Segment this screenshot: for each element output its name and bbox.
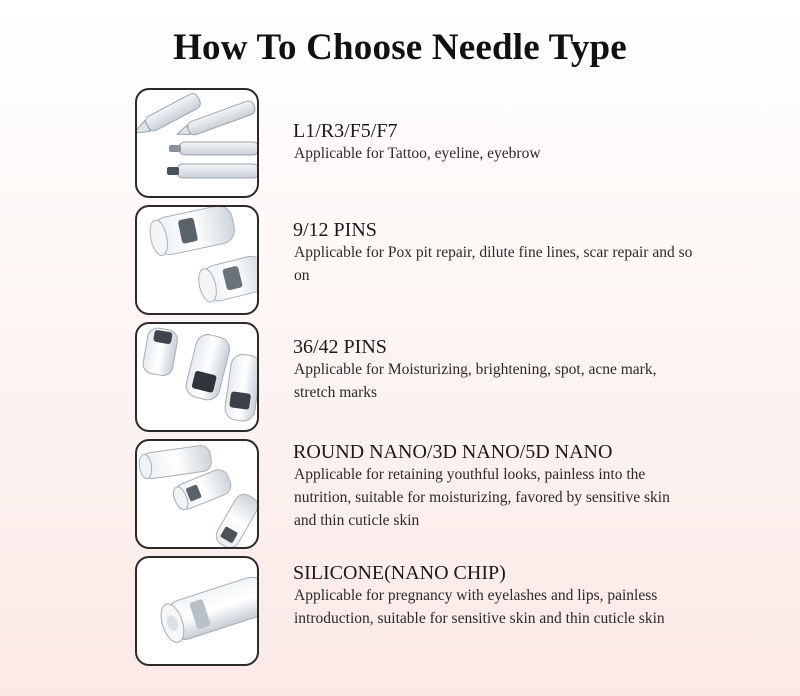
needle-type-item-2 (135, 205, 695, 315)
nano-cartridges-image (135, 439, 259, 549)
tattoo-needle-cartridges-image (135, 88, 259, 198)
needle-type-item-4 (135, 439, 695, 549)
nano-cartridges-icon (137, 441, 257, 547)
needle-type-description: Applicable for Pox pit repair, dilute fine lines, scar repair and so on (294, 244, 693, 284)
needle-type-title: L1/R3/F5/F7 (293, 120, 398, 142)
needle-type-description: Applicable for pregnancy with eyelashes and lips, painless introduction, suitable for sensitive skin and thin cuticle skin (294, 587, 665, 627)
tattoo-needle-cartridges-icon (137, 90, 257, 196)
needle-type-description: Applicable for Tattoo, eyeline, eyebrow (294, 145, 541, 162)
page-title: How To Choose Needle Type (173, 27, 627, 68)
needle-type-item-1 (135, 88, 695, 198)
needle-type-description: Applicable for retaining youthful looks, painless into the nutrition, suitable for moisturizing, favored by sensitive skin and thin cuticle skin (294, 466, 670, 529)
needle-type-title: 36/42 PINS (293, 336, 387, 358)
9-12-pin-cartridges-image (135, 205, 259, 315)
36-42-pin-cartridges-image (135, 322, 259, 432)
needle-type-description: Applicable for Moisturizing, brightening, spot, acne mark, stretch marks (294, 361, 657, 401)
9-12-pin-cartridges-icon (137, 207, 257, 313)
needle-type-item-5 (135, 556, 695, 666)
needle-type-item-3 (135, 322, 695, 432)
silicone-nano-chip-cartridge-image (135, 556, 259, 666)
needle-type-title: SILICONE(NANO CHIP) (293, 562, 506, 584)
silicone-nano-chip-cartridge-icon (137, 558, 257, 664)
needle-type-title: ROUND NANO/3D NANO/5D NANO (293, 441, 613, 463)
needle-type-title: 9/12 PINS (293, 219, 377, 241)
36-42-pin-cartridges-icon (137, 324, 257, 430)
